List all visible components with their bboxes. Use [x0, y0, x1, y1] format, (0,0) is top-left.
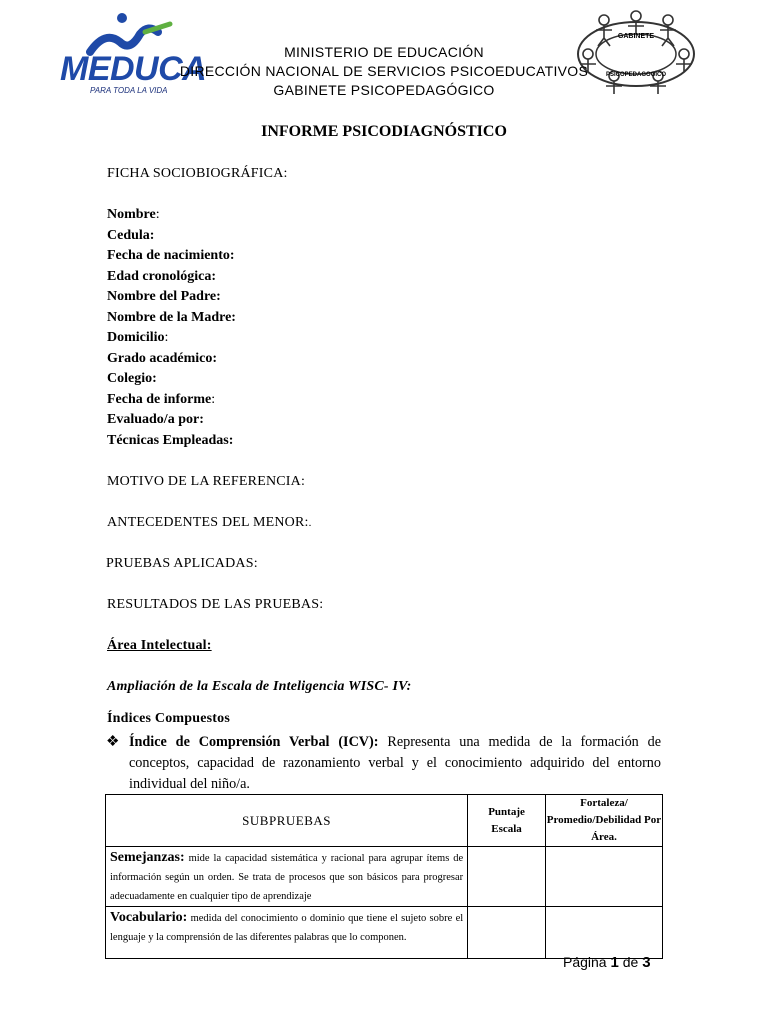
row-semejanzas: Semejanzas: mide la capacidad sistemática y racional para agrupar ítems de información según un orden. Se trata de procesos que son básicos para progresar adecuadamente en cualquier tipo de aprendizaje [106, 847, 468, 907]
section-pruebas: PRUEBAS APLICADAS: [106, 556, 258, 571]
seal-top-label: GABINETE [617, 33, 655, 40]
document-title: INFORME PSICODIAGNÓSTICO [261, 123, 507, 140]
section-motivo: MOTIVO DE LA REFERENCIA: [107, 474, 306, 489]
field-colegio: Colegio: [107, 371, 157, 386]
section-indices: Índices Compuestos [107, 711, 231, 726]
header-direction: DIRECCIÓN NACIONAL DE SERVICIOS PSICOEDUCATIVOS [179, 63, 589, 79]
score-cell[interactable] [468, 907, 546, 959]
area-cell[interactable] [545, 847, 662, 907]
field-fecha-nacimiento: Fecha de nacimiento: [107, 248, 235, 263]
table-header-row [106, 795, 663, 847]
icv-term: Índice de Comprensión Verbal (ICV): [129, 734, 379, 750]
subtests-table [105, 794, 663, 959]
field-nombre: Nombre: [107, 207, 160, 222]
section-area-intelectual: Área Intelectual: [107, 638, 212, 653]
score-cell[interactable] [468, 847, 546, 907]
field-madre: Nombre de la Madre: [107, 310, 236, 325]
diamond-bullet-icon: ❖ [106, 734, 120, 750]
logo-wordmark: MEDUCA [60, 50, 207, 88]
field-tecnicas: Técnicas Empleadas: [107, 433, 234, 448]
field-grado: Grado académico: [107, 351, 218, 366]
col-subpruebas: SUBPRUEBAS [106, 795, 468, 847]
field-fecha-informe: Fecha de informe: [107, 392, 216, 407]
header-ministry: MINISTERIO DE EDUCACIÓN [284, 44, 484, 60]
field-cedula: Cedula: [107, 228, 155, 243]
field-edad: Edad cronológica: [107, 269, 217, 284]
icv-text: Representa una medida de la formación de conceptos, capacidad de razonamiento verbal y el conocimiento adquirido del entorno individual del niño/a. [129, 734, 661, 792]
col-puntaje: Puntaje Escala [468, 795, 546, 847]
ficha-heading: FICHA SOCIOBIOGRÁFICA: [107, 166, 288, 181]
page-number: Página 1 de 3 [563, 954, 651, 971]
row-vocabulario: Vocabulario: medida del conocimiento o dominio que tiene el sujeto sobre el lenguaje y la comprensión de las diferentes palabras que lo componen. [106, 907, 468, 959]
table-row [106, 847, 663, 907]
section-antecedentes: ANTECEDENTES DEL MENOR:. [107, 515, 312, 530]
logo-tagline: PARA TODA LA VIDA [90, 86, 168, 95]
section-resultados: RESULTADOS DE LAS PRUEBAS: [107, 597, 324, 612]
col-fortaleza: Fortaleza/ Promedio/Debilidad Por Área. [545, 795, 662, 847]
field-domicilio: Domicilio: [107, 330, 169, 345]
field-evaluado: Evaluado/a por: [107, 412, 204, 427]
seal-bottom-label: PSICOPEDAGOGICO [605, 72, 667, 78]
field-padre: Nombre del Padre: [107, 289, 221, 304]
table-row [106, 907, 663, 959]
icv-paragraph [129, 732, 661, 795]
section-ampliacion: Ampliación de la Escala de Inteligencia WISC- IV: [107, 679, 412, 694]
area-cell[interactable] [545, 907, 662, 959]
header-office: GABINETE PSICOPEDAGÓGICO [273, 82, 495, 98]
